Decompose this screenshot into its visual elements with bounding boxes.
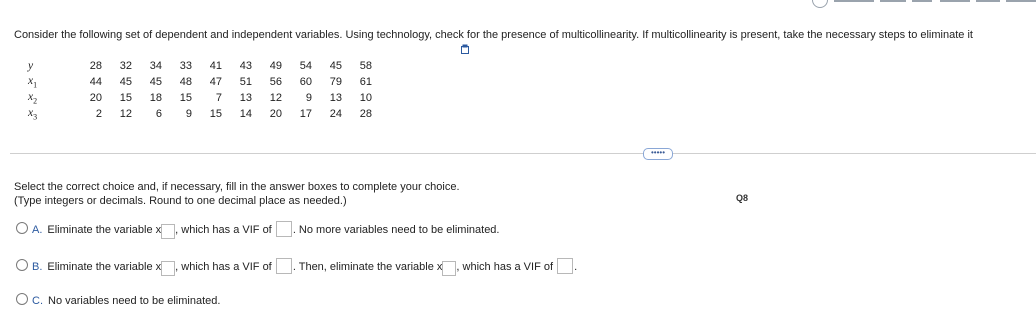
table-cell: 49 bbox=[269, 60, 282, 72]
table-cell: 48 bbox=[179, 76, 192, 88]
second-vif-input[interactable] bbox=[557, 258, 573, 274]
option-a[interactable] bbox=[16, 221, 499, 239]
table-row-x2 bbox=[28, 90, 376, 106]
table-cell: 10 bbox=[359, 92, 372, 104]
more-button[interactable]: ••••• bbox=[643, 148, 673, 160]
option-letter: C. bbox=[32, 295, 43, 307]
radio-b[interactable] bbox=[16, 259, 28, 271]
table-cell: 44 bbox=[89, 76, 102, 88]
table-cell: 6 bbox=[155, 108, 162, 120]
table-cell: 32 bbox=[119, 60, 132, 72]
option-text: , which has a VIF of bbox=[175, 224, 272, 236]
option-text: Eliminate the variable x bbox=[47, 224, 162, 236]
progress-segment bbox=[976, 0, 1000, 2]
table-row-x1 bbox=[28, 74, 376, 90]
table-cell: 28 bbox=[359, 108, 372, 120]
second-variable-subscript-input[interactable] bbox=[442, 261, 456, 276]
table-cell: 45 bbox=[149, 76, 162, 88]
table-cell: 45 bbox=[119, 76, 132, 88]
table-cell: 33 bbox=[179, 60, 192, 72]
table-cell: 12 bbox=[119, 108, 132, 120]
option-text: Eliminate the variable x bbox=[47, 261, 162, 273]
instruction-note: (Type integers or decimals. Round to one decimal place as needed.) bbox=[14, 195, 347, 207]
row-label: $x_1$ bbox=[28, 74, 38, 90]
progress-segment bbox=[880, 0, 906, 2]
section-divider bbox=[10, 153, 1036, 154]
table-cell: 34 bbox=[149, 60, 162, 72]
table-cell: 2 bbox=[95, 108, 102, 120]
option-b[interactable] bbox=[16, 258, 577, 276]
table-cell: 9 bbox=[305, 92, 312, 104]
option-text: , which has a VIF of bbox=[175, 261, 272, 273]
option-text: , which has a VIF of bbox=[456, 261, 554, 273]
table-cell: 9 bbox=[185, 108, 192, 120]
radio-a[interactable] bbox=[16, 222, 28, 234]
table-cell: 45 bbox=[329, 60, 342, 72]
table-cell: 61 bbox=[359, 76, 372, 88]
question-text: Consider the following set of dependent and independent variables. Using technology, check for the presence of multicollinearity. If multicollinearity is present, take the necessary steps to eliminate it bbox=[14, 29, 973, 41]
progress-circle-icon bbox=[812, 0, 828, 8]
variable-subscript-input[interactable] bbox=[161, 261, 175, 276]
variable-subscript-input[interactable] bbox=[161, 224, 175, 239]
table-cell: 41 bbox=[209, 60, 222, 72]
progress-segment bbox=[834, 0, 874, 2]
question-label: Q8 bbox=[736, 193, 749, 203]
table-cell: 7 bbox=[215, 92, 222, 104]
progress-segment bbox=[1006, 0, 1036, 2]
table-cell: 24 bbox=[329, 108, 342, 120]
table-cell: 15 bbox=[119, 92, 132, 104]
table-cell: 15 bbox=[209, 108, 222, 120]
instruction-text: Select the correct choice and, if necessary, fill in the answer boxes to complete your choice. bbox=[14, 181, 460, 193]
table-cell: 79 bbox=[329, 76, 342, 88]
table-cell: 14 bbox=[239, 108, 252, 120]
table-cell: 60 bbox=[299, 76, 312, 88]
row-label: $x_3$ bbox=[28, 106, 38, 122]
progress-segment bbox=[940, 0, 970, 2]
table-cell: 20 bbox=[269, 108, 282, 120]
table-cell: 58 bbox=[359, 60, 372, 72]
option-text: . bbox=[574, 261, 578, 273]
row-label: $x_2$ bbox=[28, 90, 38, 106]
table-cell: 15 bbox=[179, 92, 192, 104]
table-cell: 54 bbox=[299, 60, 312, 72]
table-row-x3 bbox=[28, 106, 376, 122]
data-table bbox=[28, 58, 376, 122]
table-cell: 20 bbox=[89, 92, 102, 104]
table-cell: 12 bbox=[269, 92, 282, 104]
vif-input[interactable] bbox=[276, 258, 292, 274]
table-cell: 51 bbox=[239, 76, 252, 88]
table-cell: 17 bbox=[299, 108, 312, 120]
option-letter: B. bbox=[32, 261, 43, 273]
radio-c[interactable] bbox=[16, 293, 28, 305]
top-progress-bar bbox=[0, 0, 1036, 12]
table-cell: 43 bbox=[239, 60, 252, 72]
table-cell: 13 bbox=[239, 92, 252, 104]
option-letter: A. bbox=[32, 224, 43, 236]
option-text: . Then, eliminate the variable x bbox=[292, 261, 443, 273]
table-cell: 56 bbox=[269, 76, 282, 88]
table-cell: 47 bbox=[209, 76, 222, 88]
table-cell: 13 bbox=[329, 92, 342, 104]
progress-segment bbox=[912, 0, 932, 2]
option-text: . No more variables need to be eliminated. bbox=[292, 224, 500, 236]
table-cell: 18 bbox=[149, 92, 162, 104]
table-row-y bbox=[28, 58, 376, 74]
table-cell: 28 bbox=[89, 60, 102, 72]
vif-input[interactable] bbox=[276, 221, 292, 237]
option-c[interactable] bbox=[16, 293, 220, 307]
option-text: No variables need to be eliminated. bbox=[48, 295, 221, 307]
row-label: y bbox=[28, 60, 34, 72]
copy-data-icon[interactable] bbox=[461, 44, 469, 54]
